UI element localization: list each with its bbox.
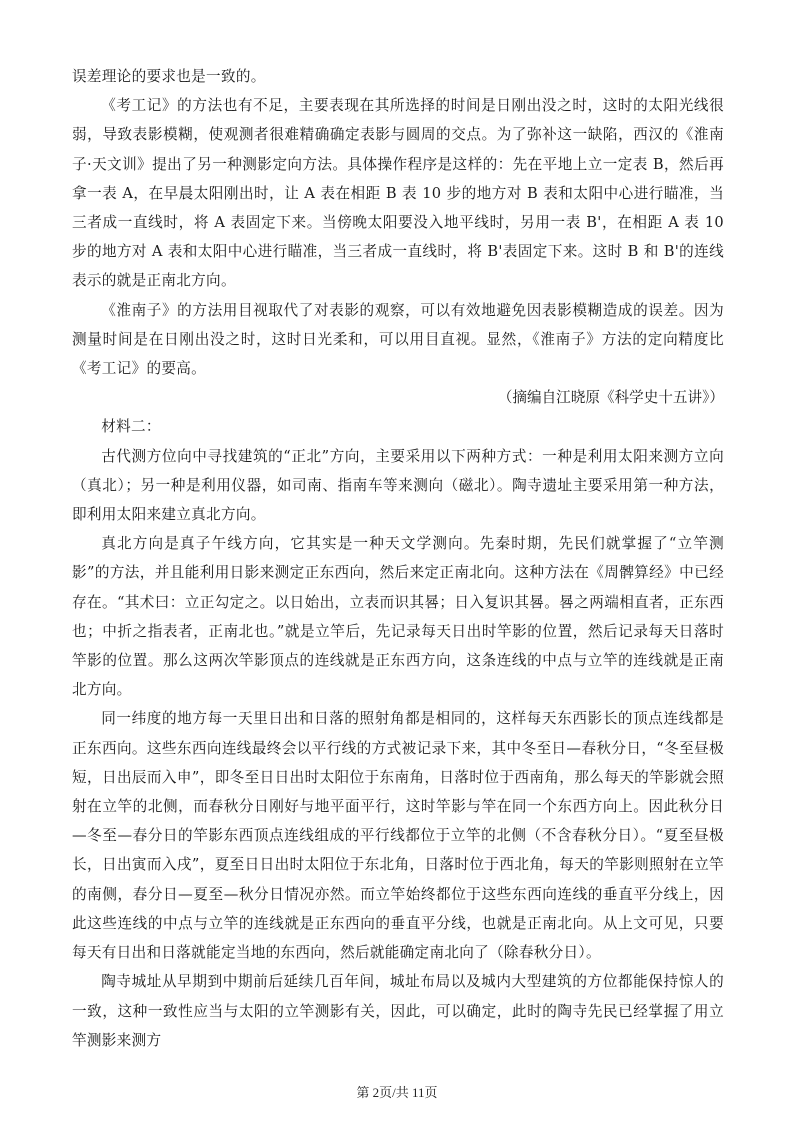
- paragraph-taosi-site: 陶寺城址从早期到中期前后延续几百年间，城址布局以及城内大型建筑的方位都能保持惊人的一致，这种一致性应当与太阳的立竿测影有关，因此，可以确定，此时的陶寺先民已经掌握了用立竿测影来测方: [72, 973, 724, 1049]
- document-body: [72, 62, 724, 1055]
- paragraph-true-north: 古代测方位向中寻找建筑的“正北”方向，主要采用以下两种方式：一种是利用太阳来测方立向（真北）；另一种是利用仪器，如司南、指南车等来测向（磁北）。陶寺遗址主要采用第一种方法，即利用太阳来建立真北方向。: [72, 447, 724, 524]
- section-heading-material-two: 材料二：: [101, 418, 161, 436]
- paragraph-huainanzi-method: 《淮南子》的方法用目视取代了对表影的观察，可以有效地避免因表影模糊造成的误差。因为测量时间是在日刚出没之时，这时日光柔和，可以用目直视。显然，《淮南子》方法的定向精度比《考工记》的要高。: [72, 301, 724, 378]
- source-citation: （摘编自江晓原《科学史十五讲》）: [497, 389, 724, 407]
- paragraph-continuation: 误差理论的要求也是一致的。: [72, 68, 266, 85]
- paragraph-meridian: 真北方向是真子午线方向，它其实是一种天文学测向。先秦时期，先民们就掌握了“立竿测影”的方法，并且能利用日影来测定正东西向，然后来定正南北向。这种方法在《周髀算经》中已经存在。“其术曰：立正勾定之。以日始出，立表而识其晷；日入复识其晷。晷之两端相直者，正东西也；中折之指表者，正南北也。”就是立竿后，先记录每天日出时竿影的位置，然后记录每天日落时竿影的位置。那么这两次竿影顶点的连线就是正东西方向，这条连线的中点与立竿的连线就是正南北方向。: [72, 535, 724, 699]
- paragraph-kaogongji-shortcoming: 《考工记》的方法也有不足，主要表现在其所选择的时间是日刚出没之时，这时的太阳光线很弱，导致表影模糊，使观测者很难精确确定表影与圆周的交点。为了弥补这一缺陷，西汉的《淮南子·天文训》提出了另一种测影定向方法。具体操作程序是这样的：先在平地上立一定表 B，然后再拿一表 A，在早晨太阳刚出时，让 A 表在相距 B 表 10 步的地方对 B 表和太阳中心进行瞄准，当三者成一直线时，将 A 表固定下来。当傍晚太阳要没入地平线时，另用一表 B'，在相距 A 表 10 步的地方对 A 表和太阳中心进行瞄准，当三者成一直线时，将 B'表固定下来。这时 B 和 B'的连线表示的就是正南北方向。: [72, 97, 724, 290]
- page-number-footer: 第 2页/共 11页: [356, 1085, 438, 1100]
- paragraph-latitude-shadows: 同一纬度的地方每一天里日出和日落的照射角都是相同的，这样每天东西影长的顶点连线都是正东西向。这些东西向连线最终会以平行线的方式被记录下来，其中冬至日—春秋分日，“冬至昼极短，日出辰而入申”，即冬至日日出时太阳位于东南角，日落时位于西南角，那么每天的竿影就会照射在立竿的北侧，而春秋分日刚好与地平面平行，这时竿影与竿在同一个东西方向上。因此秋分日—冬至—春分日的竿影东西顶点连线组成的平行线都位于立竿的北侧（不含春秋分日）。“夏至昼极长，日出寅而入戌”，夏至日日出时太阳位于东北角，日落时位于西北角，每天的竿影则照射在立竿的南侧，春分日—夏至—秋分日情况亦然。而立竿始终都位于这些东西向连线的垂直平分线上，因此这些连线的中点与立竿的连线就是正东西向的垂直平分线，也就是正南北向。从上文可见，只要每天有日出和日落就能定当地的东西向，然后就能确定南北向了（除春秋分日）。: [72, 710, 724, 962]
